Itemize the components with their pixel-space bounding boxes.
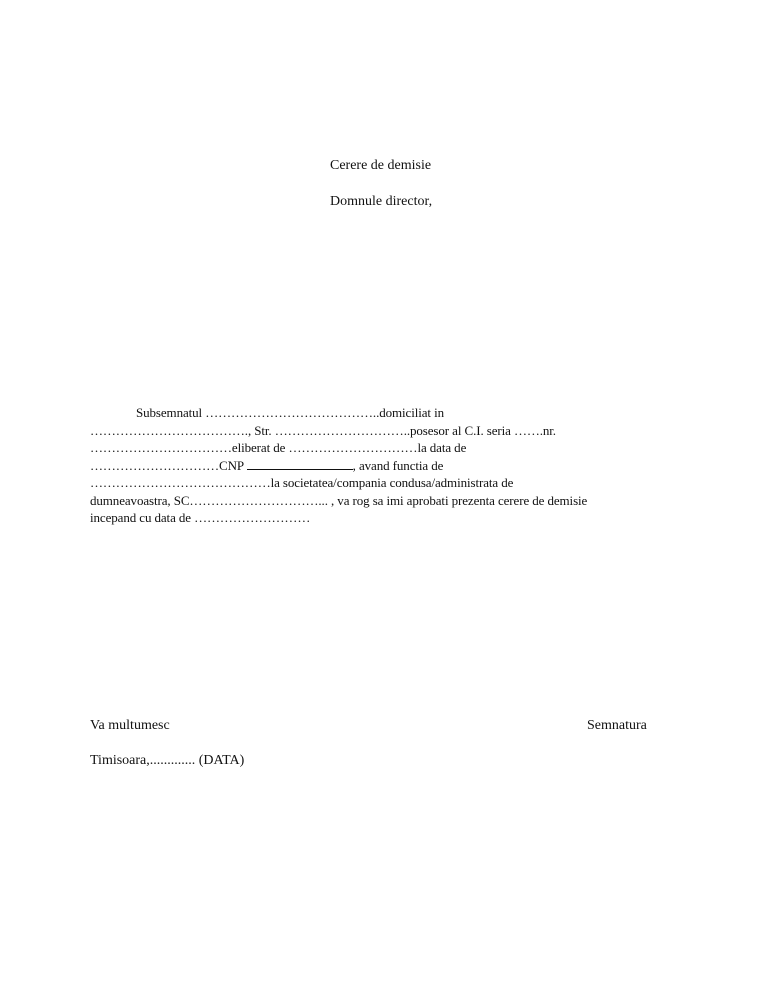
signature-label: Semnatura xyxy=(587,718,647,733)
cnp-label: …………………………CNP xyxy=(90,457,244,473)
body-line: incepand cu data de ……………………… xyxy=(90,510,311,525)
body-line xyxy=(90,404,690,422)
body-line-text: Subsemnatul …………………………………..domiciliat in xyxy=(136,405,444,420)
document-title: Cerere de demisie xyxy=(330,158,432,173)
body-line xyxy=(90,457,690,475)
body-line: ……………………………eliberat de …………………………la data de xyxy=(90,440,467,455)
cnp-blank-line xyxy=(247,457,353,470)
body-line: ………………………………., Str. …………………………..posesor al C.I. seria …….nr. xyxy=(90,422,556,438)
body-line: dumneavoastra, SC…………………………... , va rog sa imi aprobati prezenta cerere de demisie xyxy=(90,492,588,508)
place-date: Timisoara,............. (DATA) xyxy=(90,753,245,768)
body-line: ……………………………………la societatea/compania condusa/administrata de xyxy=(90,475,514,490)
closing-text: Va multumesc xyxy=(90,718,170,733)
function-label: , avand functia de xyxy=(352,457,444,473)
salutation: Domnule director, xyxy=(330,194,433,209)
request-body xyxy=(90,404,690,527)
